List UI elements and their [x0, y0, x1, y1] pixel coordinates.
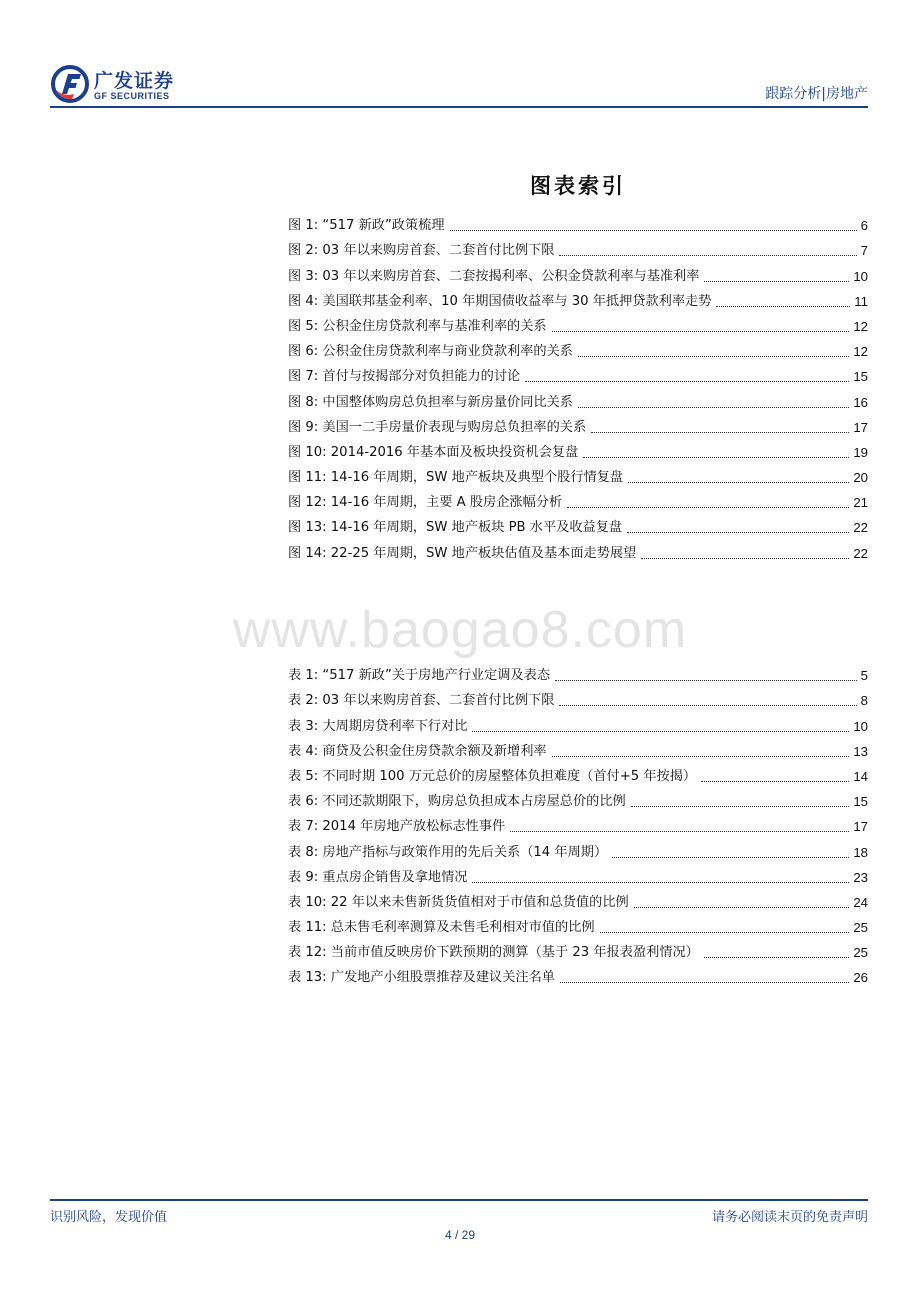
dot-leader [567, 507, 849, 508]
footer-disclaimer-note: 请务必阅读末页的免责声明 [711, 1210, 868, 1225]
table-entry-label: 表 3: 大周期房贷利率下行对比 [288, 718, 468, 734]
dot-leader [591, 432, 849, 433]
figure-entry[interactable] [288, 537, 868, 562]
dot-leader [552, 331, 850, 332]
table-entry-page: 23 [853, 869, 868, 885]
figure-entry[interactable] [288, 235, 868, 260]
dot-leader [525, 381, 849, 382]
figure-entry-page: 17 [853, 419, 868, 435]
table-entry-page: 25 [853, 920, 868, 936]
figure-entry-label: 图 9: 美国一二手房量价表现与购房总负担率的关系 [288, 419, 587, 435]
table-entry-page: 15 [853, 794, 868, 810]
figure-entry[interactable] [288, 386, 868, 411]
figure-index-list [288, 210, 868, 563]
table-entry[interactable] [288, 962, 868, 987]
report-category: 跟踪分析|房地产 [765, 86, 868, 102]
table-entry-page: 17 [853, 819, 868, 835]
table-entry-label: 表 4: 商贷及公积金住房贷款余额及新增利率 [288, 743, 547, 759]
page-header [50, 62, 868, 108]
table-entry-page: 14 [853, 768, 868, 784]
figure-entry-label: 图 12: 14-16 年周期，主要 A 股房企涨幅分析 [288, 495, 563, 511]
table-entry-label: 表 13: 广发地产小组股票推荐及建议关注名单 [288, 970, 555, 986]
figure-entry[interactable] [288, 361, 868, 386]
table-entry[interactable] [288, 685, 868, 710]
figure-entry-page: 22 [853, 520, 868, 536]
dot-leader [631, 806, 850, 807]
footer-slogan: 识别风险，发现价值 [50, 1210, 168, 1225]
table-entry-page: 18 [853, 844, 868, 860]
dot-leader [578, 356, 849, 357]
figure-entry-page: 20 [853, 470, 868, 486]
dot-leader [472, 731, 849, 732]
table-entry[interactable] [288, 912, 868, 937]
dot-leader [716, 306, 850, 307]
figure-entry-label: 图 11: 14-16 年周期，SW 地产板块及典型个股行情复盘 [288, 470, 624, 486]
figure-entry[interactable] [288, 311, 868, 336]
table-entry-label: 表 7: 2014 年房地产放松标志性事件 [288, 819, 506, 835]
table-entry-label: 表 5: 不同时期 100 万元总价的房屋整体负担难度（首付+5 年按揭） [288, 768, 697, 784]
table-entry[interactable] [288, 786, 868, 811]
dot-leader [704, 281, 849, 282]
figure-entry[interactable] [288, 286, 868, 311]
footer-divider [50, 1199, 868, 1201]
table-entry-page: 10 [853, 718, 868, 734]
table-entry-label: 表 11: 总未售毛利率测算及未售毛利相对市值的比例 [288, 920, 595, 936]
dot-leader [560, 982, 849, 983]
logo-chinese-text: 广发证券 [94, 70, 175, 92]
table-entry[interactable] [288, 761, 868, 786]
figure-entry[interactable] [288, 512, 868, 537]
page-number: 4 / 29 [444, 1228, 476, 1242]
figure-entry[interactable] [288, 336, 868, 361]
figure-entry[interactable] [288, 210, 868, 235]
dot-leader [641, 558, 849, 559]
logo-english-text: GF SECURITIES [94, 91, 170, 101]
table-entry[interactable] [288, 836, 868, 861]
figure-entry-page: 7 [860, 243, 868, 259]
table-entry-label: 表 8: 房地产指标与政策作用的先后关系（14 年周期） [288, 844, 608, 860]
table-entry-page: 25 [853, 945, 868, 961]
figure-entry[interactable] [288, 437, 868, 462]
figure-entry-page: 12 [853, 318, 868, 334]
index-title: 图表索引 [530, 173, 626, 198]
table-entry-page: 8 [860, 693, 868, 709]
dot-leader [634, 907, 850, 908]
watermark: www.baogao8.com [232, 601, 688, 659]
figure-entry-page: 22 [853, 545, 868, 561]
table-entry-page: 24 [853, 894, 868, 910]
dot-leader [552, 756, 850, 757]
figure-entry-label: 图 5: 公积金住房贷款利率与基准利率的关系 [288, 318, 547, 334]
table-entry-page: 13 [853, 743, 868, 759]
figure-entry-label: 图 13: 14-16 年周期，SW 地产板块 PB 水平及收益复盘 [288, 520, 623, 536]
dot-leader [628, 482, 849, 483]
dot-leader [559, 705, 856, 706]
dot-leader [578, 407, 849, 408]
figure-entry-label: 图 8: 中国整体购房总负担率与新房量价同比关系 [288, 394, 573, 410]
figure-entry-page: 16 [853, 394, 868, 410]
dot-leader [600, 932, 850, 933]
figure-entry-label: 图 10: 2014-2016 年基本面及板块投资机会复盘 [288, 444, 579, 460]
figure-entry-label: 图 7: 首付与按揭部分对负担能力的讨论 [288, 369, 521, 385]
figure-entry[interactable] [288, 462, 868, 487]
gf-logo-icon [50, 64, 90, 104]
dot-leader [510, 831, 849, 832]
dot-leader [701, 781, 849, 782]
table-entry-page: 26 [853, 970, 868, 986]
dot-leader [472, 882, 849, 883]
gf-securities-logo [50, 62, 210, 106]
table-entry[interactable] [288, 811, 868, 836]
table-entry-label: 表 1: “517 新政”关于房地产行业定调及表态 [288, 668, 551, 684]
figure-entry-label: 图 4: 美国联邦基金利率、10 年期国债收益率与 30 年抵押贷款利率走势 [288, 293, 712, 309]
table-entry-page: 5 [860, 668, 868, 684]
figure-entry[interactable] [288, 487, 868, 512]
table-entry-label: 表 6: 不同还款期限下，购房总负担成本占房屋总价的比例 [288, 794, 626, 810]
dot-leader [583, 457, 849, 458]
figure-entry-label: 图 1: “517 新政”政策梳理 [288, 218, 445, 234]
table-entry[interactable] [288, 937, 868, 962]
table-entry[interactable] [288, 736, 868, 761]
dot-leader [627, 532, 849, 533]
figure-entry-label: 图 2: 03 年以来购房首套、二套首付比例下限 [288, 243, 555, 259]
table-entry[interactable] [288, 660, 868, 685]
figure-entry-page: 12 [853, 344, 868, 360]
figure-entry-label: 图 14: 22-25 年周期，SW 地产板块估值及基本面走势展望 [288, 545, 637, 561]
dot-leader [555, 680, 857, 681]
dot-leader [450, 230, 857, 231]
figure-entry-label: 图 3: 03 年以来购房首套、二套按揭利率、公积金贷款利率与基准利率 [288, 268, 700, 284]
figure-entry-page: 21 [853, 495, 868, 511]
figure-entry-page: 6 [860, 218, 868, 234]
table-entry-label: 表 10: 22 年以来未售新货货值相对于市值和总货值的比例 [288, 894, 629, 910]
header-divider [50, 106, 868, 108]
figure-entry-page: 19 [853, 444, 868, 460]
table-entry[interactable] [288, 862, 868, 887]
table-entry-label: 表 12: 当前市值反映房价下跌预期的测算（基于 23 年报表盈利情况） [288, 945, 699, 961]
table-index-list [288, 660, 868, 987]
table-entry-label: 表 9: 重点房企销售及拿地情况 [288, 869, 468, 885]
figure-entry[interactable] [288, 412, 868, 437]
dot-leader [559, 255, 856, 256]
figure-entry-page: 11 [854, 293, 868, 309]
table-entry[interactable] [288, 887, 868, 912]
table-entry[interactable] [288, 710, 868, 735]
dot-leader [704, 957, 849, 958]
figure-entry[interactable] [288, 260, 868, 285]
table-entry-label: 表 2: 03 年以来购房首套、二套首付比例下限 [288, 693, 555, 709]
figure-entry-page: 10 [853, 268, 868, 284]
dot-leader [612, 857, 849, 858]
figure-entry-label: 图 6: 公积金住房贷款利率与商业贷款利率的关系 [288, 344, 573, 360]
figure-entry-page: 15 [853, 369, 868, 385]
